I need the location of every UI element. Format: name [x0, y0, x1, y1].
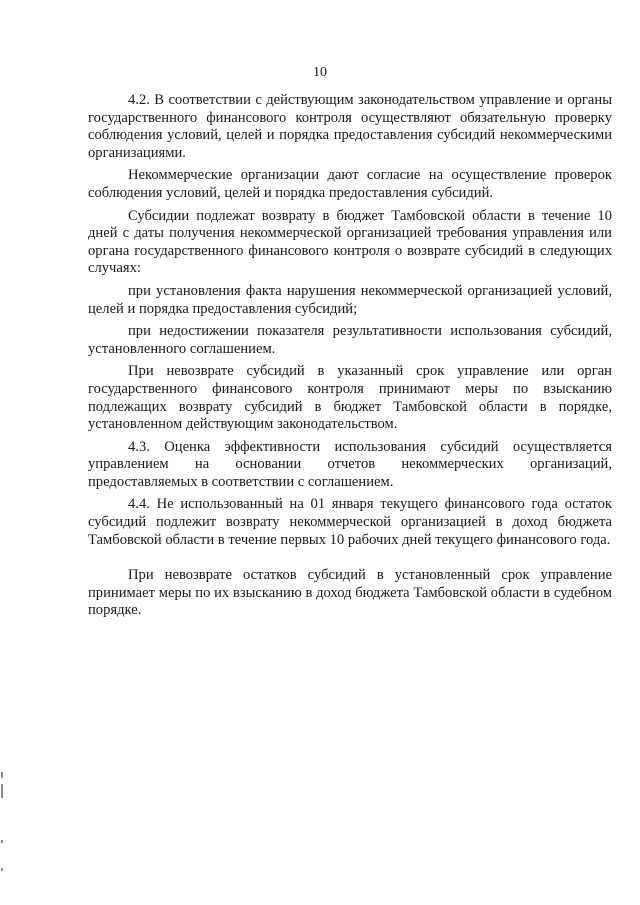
paragraph-court-recovery: При невозврате остатков субсидий в установленный срок управление принимает меры по их взысканию в доход бюджета Тамбовской области в судебном порядке. [88, 567, 612, 619]
scan-mark [1, 772, 3, 778]
paragraph-4-2: 4.2. В соответствии с действующим законодательством управление и органы государственного финансового контроля осуществляют обязательную проверку соблюдения условий, целей и порядка предоставления субсидий некоммерческими организациями. [88, 92, 612, 161]
paragraph-4-4: 4.4. Не использованный на 01 января текущего финансового года остаток субсидий подлежит возврату некоммерческой организацией в доход бюджета Тамбовской области в течение первых 10 рабочих дней текущего финансового года. [88, 496, 612, 548]
paragraph-case-indicator: при недостижении показателя результативности использования субсидий, установленного соглашением. [88, 323, 612, 357]
scan-mark [1, 868, 3, 871]
paragraph-return-conditions: Субсидии подлежат возврату в бюджет Тамбовской области в течение 10 дней с даты получения некоммерческой организацией требования управления или органа государственного финансового контроля о возврате субсидий в следующих случаях: [88, 207, 612, 277]
scan-mark [1, 840, 3, 843]
paragraph-case-violation: при установления факта нарушения некоммерческой организацией условий, целей и порядка предоставления субсидий; [88, 282, 612, 317]
scan-margin-marks [0, 760, 4, 905]
paragraph-non-return-measures: При невозврате субсидий в указанный срок управление или орган государственного финансового контроля принимают меры по взысканию подлежащих возврату субсидий в бюджет Тамбовской области в порядке, установленном действующим законодательством. [88, 363, 612, 433]
paragraph-4-3: 4.3. Оценка эффективности использования субсидий осуществляется управлением на основании отчетов некоммерческих организаций, предоставляемых в соответствии с соглашением. [88, 438, 612, 490]
paragraph-consent: Некоммерческие организации дают согласие на осуществление проверок соблюдения условий, целей и порядка предоставления субсидий. [88, 167, 612, 201]
page-number: 10 [313, 65, 327, 80]
document-body [88, 92, 612, 625]
scan-mark [1, 784, 3, 798]
